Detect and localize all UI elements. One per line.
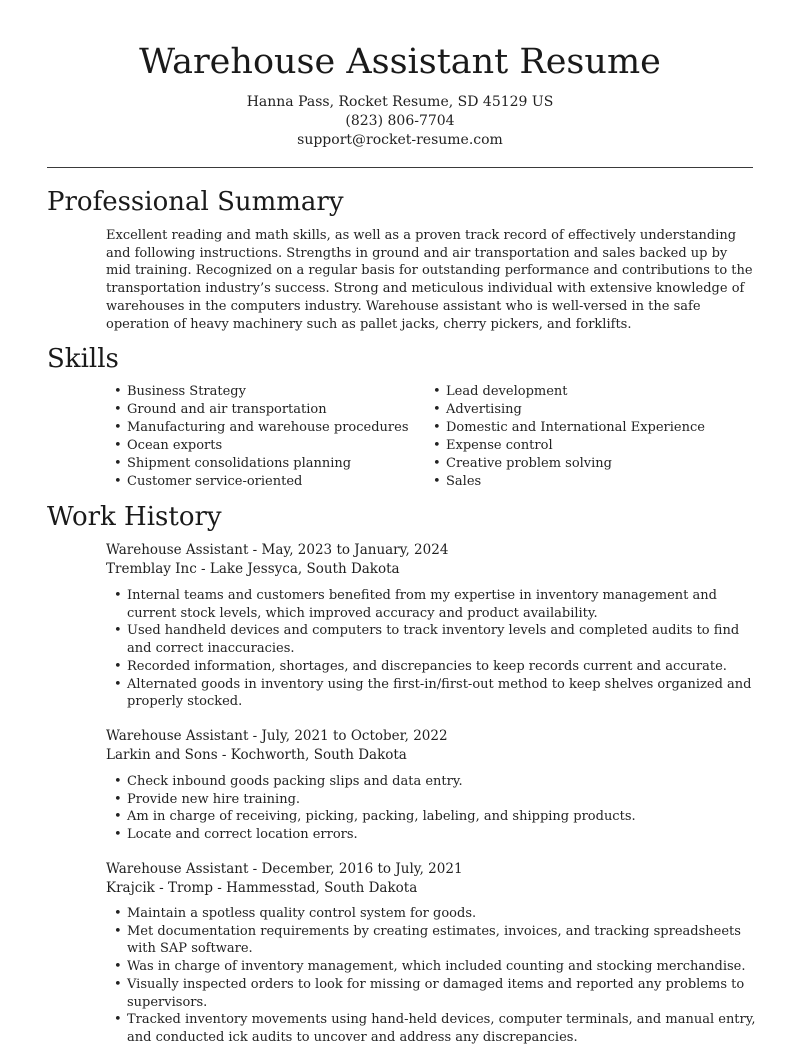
skill-item: • Ocean exports xyxy=(106,437,416,455)
contact-address: Hanna Pass, Rocket Resume, SD 45129 US xyxy=(246,94,554,110)
skill-item: • Manufacturing and warehouse procedures xyxy=(106,419,416,437)
skill-item: • Customer service-oriented xyxy=(106,473,416,491)
job-bullet: • Provide new hire training. xyxy=(106,791,756,809)
skill-item: • Advertising xyxy=(425,401,755,419)
resume-title: Warehouse Assistant Resume xyxy=(139,42,661,82)
job-company-line: Krajcik - Tromp - Hammesstad, South Dakota xyxy=(106,880,418,896)
job-bullet: • Visually inspected orders to look for missing or damaged items and reported any problems to supervisors. xyxy=(106,976,756,1011)
job-bullet: • Locate and correct location errors. xyxy=(106,826,756,844)
job-bullets xyxy=(106,773,756,844)
job-bullet: • Am in charge of receiving, picking, packing, labeling, and shipping products. xyxy=(106,808,756,826)
skill-item: • Business Strategy xyxy=(106,383,416,401)
job-bullet: • Used handheld devices and computers to track inventory levels and completed audits to find and correct inaccuracies. xyxy=(106,622,756,657)
job-bullet: • Recorded information, shortages, and discrepancies to keep records current and accurate. xyxy=(106,658,756,676)
summary-text: Excellent reading and math skills, as well as a proven track record of effectively understanding and following instructions. Strengths in ground and air transportation and sales backed up by mid training. Recognized on a regular basis for outstanding performance and contributions to the transportation industry’s success. Strong and meticulous individual with extensive knowledge of warehouses in the computers industry. Warehouse assistant who is well-versed in the safe operation of heavy machinery such as pallet jacks, cherry pickers, and forklifts. xyxy=(106,228,753,332)
skill-item: • Expense control xyxy=(425,437,755,455)
skill-item: • Creative problem solving xyxy=(425,455,755,473)
job-title-line: Warehouse Assistant - May, 2023 to January, 2024 xyxy=(106,542,449,558)
job-bullets xyxy=(106,905,756,1047)
skill-item: • Shipment consolidations planning xyxy=(106,455,416,473)
job-bullet: • Internal teams and customers benefited from my expertise in inventory management and current stock levels, which improved accuracy and product availability. xyxy=(106,587,756,622)
job-bullet: • Tracked inventory movements using hand-held devices, computer terminals, and manual entry, and conducted ick audits to uncover and address any discrepancies. xyxy=(106,1011,756,1046)
summary-heading: Professional Summary xyxy=(47,187,344,217)
job-bullet: • Met documentation requirements by creating estimates, invoices, and tracking spreadsheets with SAP software. xyxy=(106,923,756,958)
contact-email: support@rocket-resume.com xyxy=(297,132,503,148)
skills-heading: Skills xyxy=(47,344,119,374)
header-divider xyxy=(47,167,753,168)
job-bullets xyxy=(106,587,756,711)
job-company-line: Tremblay Inc - Lake Jessyca, South Dakota xyxy=(106,561,400,577)
skill-item: • Lead development xyxy=(425,383,755,401)
skill-item: • Sales xyxy=(425,473,755,491)
contact-phone: (823) 806-7704 xyxy=(345,113,455,129)
job-bullet: • Was in charge of inventory management, which included counting and stocking merchandise. xyxy=(106,958,756,976)
job-bullet: • Maintain a spotless quality control system for goods. xyxy=(106,905,756,923)
skill-item: • Domestic and International Experience xyxy=(425,419,755,437)
job-title-line: Warehouse Assistant - July, 2021 to October, 2022 xyxy=(106,728,448,744)
skills-list-left xyxy=(106,383,416,491)
job-company-line: Larkin and Sons - Kochworth, South Dakota xyxy=(106,747,407,763)
skill-item: • Ground and air transportation xyxy=(106,401,416,419)
skills-list-right xyxy=(425,383,755,491)
job-bullet: • Check inbound goods packing slips and data entry. xyxy=(106,773,756,791)
job-bullet: • Alternated goods in inventory using the first-in/first-out method to keep shelves organized and properly stocked. xyxy=(106,676,756,711)
work-history-heading: Work History xyxy=(47,502,222,532)
job-title-line: Warehouse Assistant - December, 2016 to July, 2021 xyxy=(106,861,463,877)
